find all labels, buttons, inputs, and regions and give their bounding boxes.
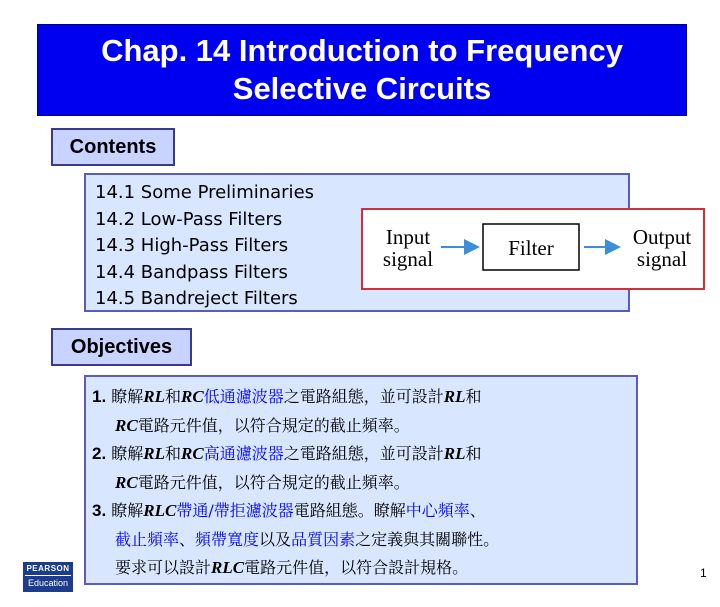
objective-3: 3. 瞭解RLC帶通/帶拒濾波器電路組態。瞭解中心頻率、 [92,501,486,520]
contents-item: 14.5 Bandreject Filters [95,288,298,309]
objectives-list [84,375,638,585]
slide-title [37,24,687,116]
input-signal-label: Input signal [382,225,434,271]
pearson-logo: PEARSON Education [23,562,73,592]
title-line-1: Chap. 14 Introduction to Frequency [101,33,623,68]
objective-1-cont: RC電路元件值，以符合規定的截止頻率。 [115,415,410,435]
objective-3-cont-2: 要求可以設計RLC電路元件值，以符合設計規格。 [115,558,469,577]
contents-item: 14.4 Bandpass Filters [95,261,288,283]
objective-2-cont: RC電路元件值，以符合規定的截止頻率。 [115,472,410,492]
page-number: 1 [700,566,707,580]
output-signal-label: Output signal [632,225,692,271]
objective-1: 1. 瞭解RL和RC低通濾波器之電路組態，並可設計RL和 [92,387,482,406]
filter-block-diagram [361,208,705,290]
contents-item: 14.3 High-Pass Filters [95,235,289,256]
contents-item: 14.1 Some Preliminaries [95,182,315,203]
contents-label: Contents [51,128,175,166]
objectives-label: Objectives [51,328,192,366]
contents-item: 14.2 Low-Pass Filters [95,208,283,230]
objective-3-cont: 截止頻率、頻帶寬度以及品質因素之定義與其關聯性。 [115,529,500,549]
filter-label: Filter [508,236,554,260]
objective-2: 2. 瞭解RL和RC高通濾波器之電路組態，並可設計RL和 [92,444,482,463]
title-line-2: Selective Circuits [232,71,492,106]
